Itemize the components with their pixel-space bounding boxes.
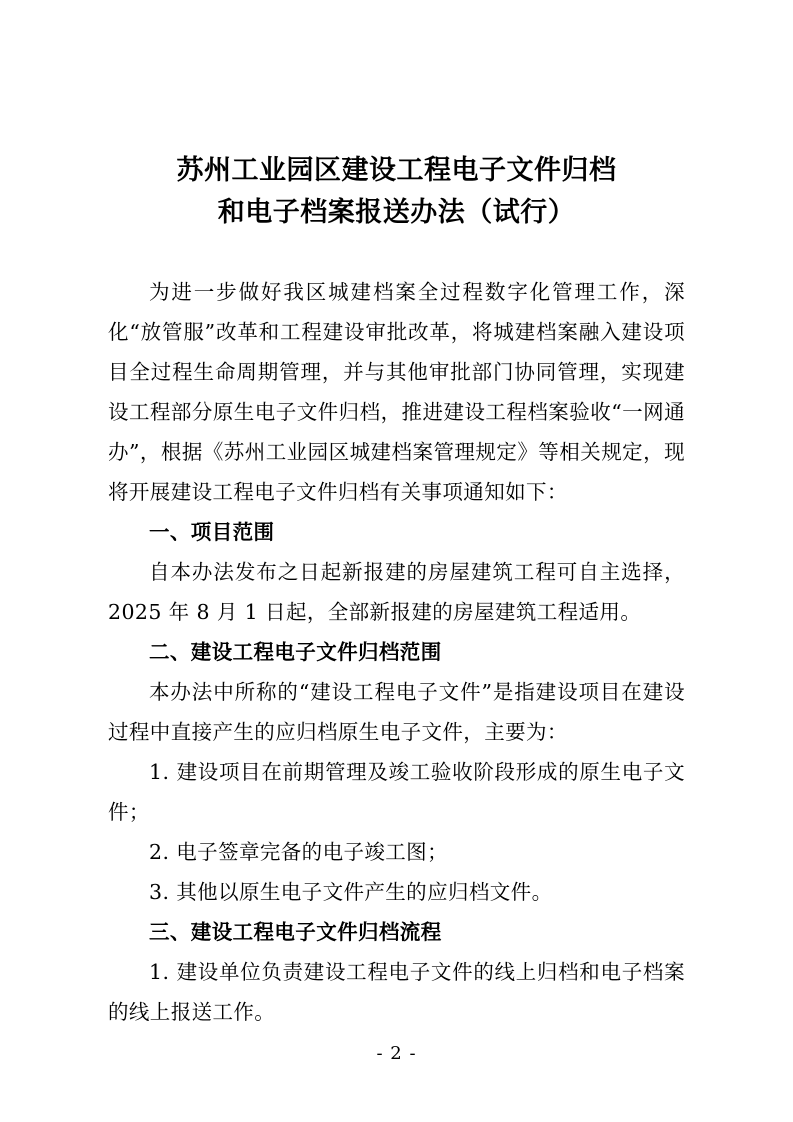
section-heading-3: 三、建设工程电子文件归档流程: [149, 920, 442, 944]
list-item-2: 2. 电子签章完备的电子竣工图；: [149, 840, 448, 864]
paragraph-section-2-intro: 本办法中所称的“建设工程电子文件”是指建设项目在建设过程中直接产生的应归档原生电子文件，主要为：: [108, 680, 685, 744]
page-title-line-1: 苏州工业园区建设工程电子文件归档: [176, 155, 617, 186]
paragraph-section-3-item-1: 1. 建设单位负责建设工程电子文件的线上归档和电子档案的线上报送工作。: [108, 960, 685, 1024]
page-title: [108, 150, 685, 234]
section-heading-1: 一、项目范围: [149, 520, 275, 544]
page-number: - 2 -: [376, 1043, 417, 1064]
document-body: [108, 272, 685, 1032]
list-item-1: 1. 建设项目在前期管理及竣工验收阶段形成的原生电子文件；: [108, 760, 685, 824]
paragraph-section-1: 自本办法发布之日起新报建的房屋建筑工程可自主选择，2025 年 8 月 1 日起，全部新报建的房屋建筑工程适用。: [108, 560, 685, 624]
list-item-3: 3. 其他以原生电子文件产生的应归档文件。: [149, 880, 553, 904]
page-title-line-2: 和电子档案报送办法（试行）: [217, 197, 576, 228]
section-heading-2: 二、建设工程电子文件归档范围: [149, 640, 442, 664]
paragraph-intro: 为进一步做好我区城建档案全过程数字化管理工作，深化“放管服”改革和工程建设审批改革，将城建档案融入建设项目全过程生命周期管理，并与其他审批部门协同管理，实现建设工程部分原生电子文件归档，推进建设工程档案验收“一网通办”，根据《苏州工业园区城建档案管理规定》等相关规定，现将开展建设工程电子文件归档有关事项通知如下：: [108, 280, 685, 504]
